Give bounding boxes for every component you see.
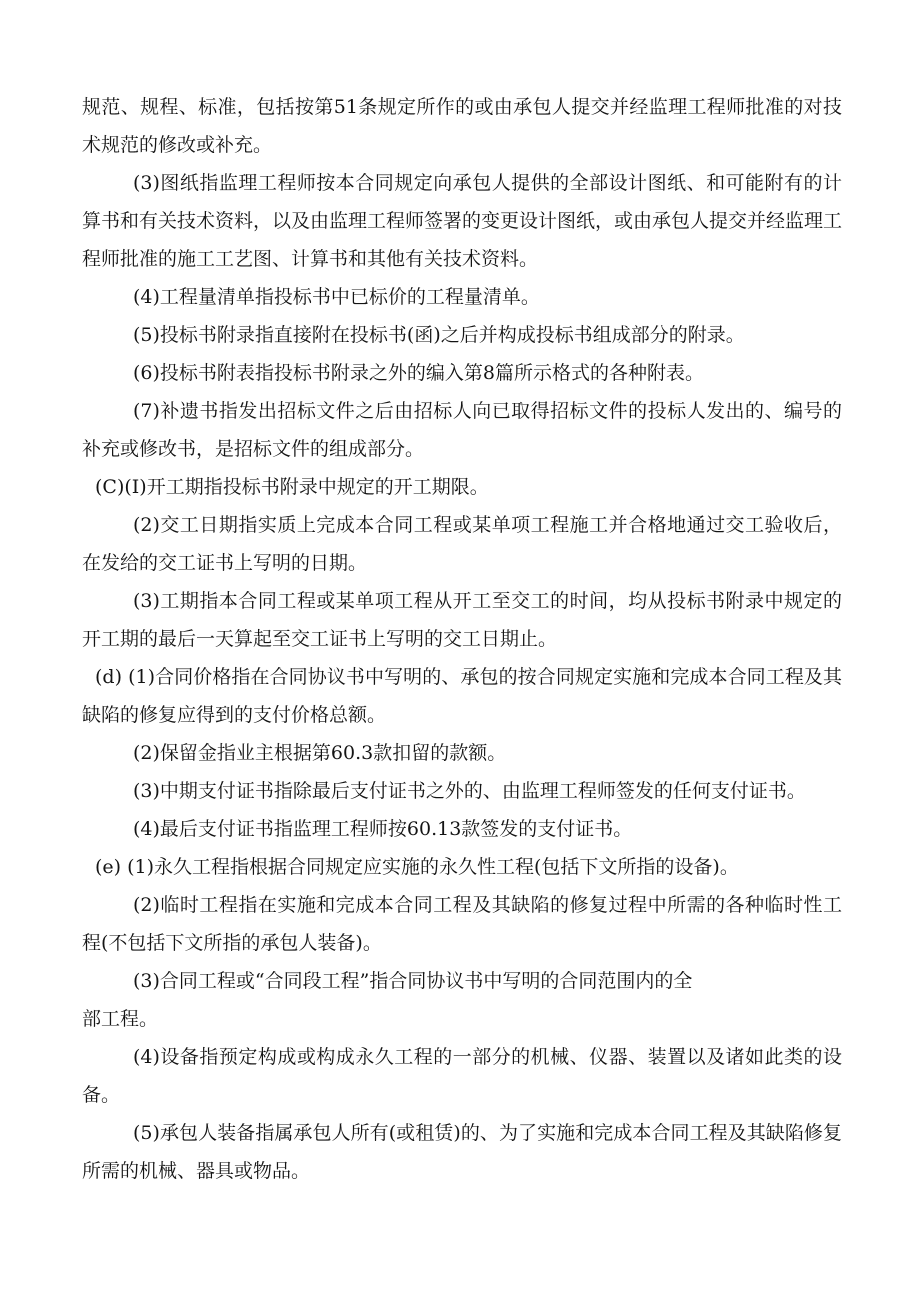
paragraph-tender-appendix: (5)投标书附录指直接附在投标书(函)之后并构成投标书组成部分的附录。 [133, 324, 745, 346]
paragraph-contract-works-continued: 部工程。 [82, 1008, 159, 1030]
paragraph-temporary-works: (2)临时工程指在实施和完成本合同工程及其缺陷的修复过程中所需的各种临时性工程(不包括下文所指的承包人装备)。 [82, 894, 842, 954]
paragraph-contractor-equipment: (5)承包人装备指属承包人所有(或租赁)的、为了实施和完成本合同工程及其缺陷修复所需的机械、器具或物品。 [82, 1122, 842, 1182]
paragraph-completion-date: (2)交工日期指实质上完成本合同工程或某单项工程施工并合格地通过交工验收后，在发给的交工证书上写明的日期。 [82, 514, 842, 574]
paragraph-construction-period: (3)工期指本合同工程或某单项工程从开工至交工的时间，均从投标书附录中规定的开工期的最后一天算起至交工证书上写明的交工日期止。 [82, 590, 842, 650]
paragraph-plant-definition: (4)设备指预定构成或构成永久工程的一部分的机械、仪器、装置以及诸如此类的设备。 [82, 1046, 842, 1106]
paragraph-bill-of-quantities: (4)工程量清单指投标书中已标价的工程量清单。 [133, 286, 540, 308]
paragraph-contract-price: (d) (1)合同价格指在合同协议书中写明的、承包的按合同规定实施和完成本合同工程及其缺陷的修复应得到的支付价格总额。 [82, 666, 842, 726]
document-body [82, 88, 842, 1190]
paragraph-contract-works: (3)合同工程或“合同段工程”指合同协议书中写明的合同范围内的全 [133, 970, 693, 992]
paragraph-permanent-works: (e) (1)永久工程指根据合同规定应实施的永久性工程(包括下文所指的设备)。 [95, 856, 739, 878]
paragraph-final-certificate: (4)最后支付证书指监理工程师按60.13款签发的支付证书。 [133, 818, 633, 840]
paragraph-tender-schedules: (6)投标书附表指投标书附录之外的编入第8篇所示格式的各种附表。 [133, 362, 705, 384]
paragraph-retention-money: (2)保留金指业主根据第60.3款扣留的款额。 [133, 742, 507, 764]
paragraph-spec-definition: 规范、规程、标准，包括按第51条规定所作的或由承包人提交并经监理工程师批准的对技术规范的修改或补充。 [82, 96, 842, 156]
paragraph-interim-certificate: (3)中期支付证书指除最后支付证书之外的、由监理工程师签发的任何支付证书。 [133, 780, 806, 802]
paragraph-commencement-period: (C)(I)开工期指投标书附录中规定的开工期限。 [95, 476, 489, 498]
paragraph-addendum: (7)补遗书指发出招标文件之后由招标人向已取得招标文件的投标人发出的、编号的补充或修改书，是招标文件的组成部分。 [82, 400, 842, 460]
paragraph-drawings-definition: (3)图纸指监理工程师按本合同规定向承包人提供的全部设计图纸、和可能附有的计算书和有关技术资料，以及由监理工程师签署的变更设计图纸，或由承包人提交并经监理工程师批准的施工工艺图、计算书和其他有关技术资料。 [82, 172, 843, 270]
